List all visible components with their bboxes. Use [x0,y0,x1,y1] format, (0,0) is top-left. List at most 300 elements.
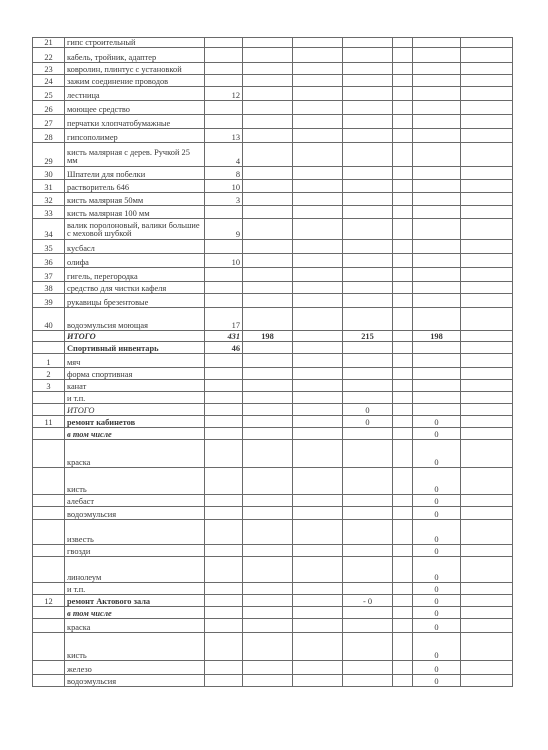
row-number: 25 [33,87,65,101]
value-cell-3 [343,268,393,282]
value-cell-5: 0 [413,507,461,520]
item-quantity: 10 [205,180,243,193]
value-cell-1 [243,219,293,240]
row-number: 26 [33,101,65,115]
value-cell-2 [293,633,343,661]
value-cell-6 [461,468,513,495]
value-cell-2 [293,368,343,380]
table-row [33,468,513,495]
table-row [33,428,513,440]
item-quantity [205,557,243,583]
value-cell-2 [293,354,343,368]
row-number: 27 [33,115,65,129]
row-number [33,557,65,583]
value-cell-6 [461,308,513,331]
value-cell-4 [393,557,413,583]
item-name: форма спортивная [65,368,205,380]
row-number [33,507,65,520]
value-cell-1 [243,167,293,180]
value-cell-2 [293,428,343,440]
table-row [33,520,513,545]
value-cell-2 [293,583,343,595]
item-name: моющее средство [65,101,205,115]
value-cell-6 [461,380,513,392]
item-quantity [205,75,243,87]
value-cell-4 [393,428,413,440]
budget-table [32,37,513,687]
value-cell-4 [393,416,413,428]
table-row [33,143,513,167]
row-number [33,440,65,468]
value-cell-2 [293,282,343,294]
row-number: 1 [33,354,65,368]
table-row [33,219,513,240]
item-name: ИТОГО [65,331,205,342]
value-cell-5 [413,143,461,167]
value-cell-4 [393,308,413,331]
item-name: линолеум [65,557,205,583]
item-quantity [205,240,243,254]
value-cell-6 [461,48,513,63]
value-cell-2 [293,520,343,545]
row-number: 33 [33,206,65,219]
item-quantity [205,380,243,392]
value-cell-2 [293,101,343,115]
table-row [33,254,513,268]
value-cell-3 [343,240,393,254]
value-cell-2 [293,380,343,392]
item-name: кисть [65,468,205,495]
item-quantity [205,633,243,661]
value-cell-3 [343,87,393,101]
value-cell-5: 0 [413,468,461,495]
value-cell-5 [413,342,461,354]
value-cell-5 [413,354,461,368]
value-cell-6 [461,392,513,404]
value-cell-5 [413,48,461,63]
table-row [33,619,513,633]
value-cell-1 [243,254,293,268]
item-quantity [205,404,243,416]
row-number [33,583,65,595]
value-cell-6 [461,661,513,675]
item-name: и т.п. [65,583,205,595]
value-cell-6 [461,368,513,380]
value-cell-1 [243,282,293,294]
value-cell-6 [461,206,513,219]
item-quantity [205,368,243,380]
item-quantity [205,101,243,115]
value-cell-2 [293,675,343,687]
item-name: мяч [65,354,205,368]
value-cell-3 [343,206,393,219]
value-cell-5: 198 [413,331,461,342]
value-cell-2 [293,206,343,219]
value-cell-2 [293,87,343,101]
value-cell-6 [461,331,513,342]
value-cell-4 [393,619,413,633]
value-cell-4 [393,520,413,545]
item-name: гипс строительный [65,38,205,48]
table-row [33,115,513,129]
value-cell-3 [343,129,393,143]
item-name: водоэмульсия [65,675,205,687]
item-quantity: 17 [205,308,243,331]
table-row [33,545,513,557]
value-cell-5 [413,380,461,392]
item-quantity: 46 [205,342,243,354]
value-cell-1 [243,294,293,308]
value-cell-5: 0 [413,675,461,687]
item-quantity [205,607,243,619]
value-cell-6 [461,180,513,193]
value-cell-2 [293,495,343,507]
row-number [33,661,65,675]
value-cell-3 [343,440,393,468]
table-row [33,48,513,63]
value-cell-1 [243,129,293,143]
value-cell-4 [393,545,413,557]
item-quantity: 4 [205,143,243,167]
row-number [33,468,65,495]
item-quantity [205,115,243,129]
value-cell-4 [393,101,413,115]
table-row [33,167,513,180]
item-name: кисть [65,633,205,661]
value-cell-3 [343,101,393,115]
value-cell-6 [461,507,513,520]
value-cell-6 [461,675,513,687]
value-cell-1 [243,416,293,428]
value-cell-2 [293,595,343,607]
item-name: валик поролоновый, валики большие с меховой шубкой [65,219,205,240]
value-cell-2 [293,619,343,633]
row-number [33,404,65,416]
value-cell-3 [343,428,393,440]
value-cell-3 [343,143,393,167]
value-cell-4 [393,206,413,219]
row-number: 2 [33,368,65,380]
value-cell-5: 0 [413,619,461,633]
value-cell-3 [343,180,393,193]
table-row [33,342,513,354]
value-cell-1 [243,520,293,545]
value-cell-6 [461,440,513,468]
item-quantity [205,48,243,63]
item-quantity [205,206,243,219]
item-quantity [205,354,243,368]
value-cell-5: 0 [413,661,461,675]
value-cell-3 [343,619,393,633]
value-cell-6 [461,428,513,440]
value-cell-5 [413,63,461,75]
value-cell-6 [461,545,513,557]
value-cell-5 [413,180,461,193]
item-name: средство для чистки кафеля [65,282,205,294]
value-cell-3 [343,368,393,380]
table-row [33,368,513,380]
row-number: 22 [33,48,65,63]
value-cell-2 [293,63,343,75]
row-number: 36 [33,254,65,268]
row-number: 12 [33,595,65,607]
value-cell-5 [413,254,461,268]
value-cell-1 [243,38,293,48]
item-name: и т.п. [65,392,205,404]
value-cell-1 [243,675,293,687]
value-cell-3: 0 [343,416,393,428]
item-quantity: 8 [205,167,243,180]
table-row [33,87,513,101]
value-cell-3 [343,557,393,583]
item-name: кусбасл [65,240,205,254]
item-name: ремонт Актового зала [65,595,205,607]
value-cell-1 [243,206,293,219]
value-cell-1 [243,633,293,661]
table-row [33,294,513,308]
value-cell-6 [461,607,513,619]
value-cell-3: 215 [343,331,393,342]
value-cell-5 [413,240,461,254]
value-cell-6 [461,495,513,507]
item-name: кисть малярная с дерев. Ручкой 25 мм [65,143,205,167]
item-name: Шпатели для побелки [65,167,205,180]
item-name: олифа [65,254,205,268]
item-quantity [205,294,243,308]
table-row [33,63,513,75]
value-cell-2 [293,38,343,48]
table-row [33,633,513,661]
value-cell-6 [461,87,513,101]
table-row [33,675,513,687]
value-cell-5 [413,167,461,180]
value-cell-6 [461,268,513,282]
value-cell-5: 0 [413,557,461,583]
row-number: 37 [33,268,65,282]
value-cell-2 [293,392,343,404]
value-cell-3 [343,380,393,392]
value-cell-4 [393,440,413,468]
value-cell-6 [461,404,513,416]
value-cell-2 [293,115,343,129]
table-row [33,392,513,404]
value-cell-1 [243,619,293,633]
value-cell-1 [243,63,293,75]
value-cell-4 [393,354,413,368]
value-cell-4 [393,87,413,101]
item-quantity [205,468,243,495]
value-cell-1 [243,545,293,557]
value-cell-1 [243,180,293,193]
value-cell-2 [293,268,343,282]
value-cell-6 [461,240,513,254]
value-cell-5 [413,38,461,48]
value-cell-4 [393,219,413,240]
value-cell-3 [343,468,393,495]
item-name: Спортивный инвентарь [65,342,205,354]
value-cell-2 [293,440,343,468]
value-cell-2 [293,240,343,254]
value-cell-5: 0 [413,520,461,545]
value-cell-4 [393,294,413,308]
item-name: в том числе [65,607,205,619]
value-cell-5: 0 [413,545,461,557]
item-name: рукавицы брезентовые [65,294,205,308]
item-quantity: 3 [205,193,243,206]
row-number: 32 [33,193,65,206]
value-cell-4 [393,63,413,75]
item-quantity [205,495,243,507]
value-cell-6 [461,254,513,268]
value-cell-2 [293,545,343,557]
value-cell-5 [413,294,461,308]
value-cell-1 [243,661,293,675]
row-number: 34 [33,219,65,240]
value-cell-1 [243,342,293,354]
value-cell-1 [243,75,293,87]
value-cell-1 [243,507,293,520]
value-cell-6 [461,520,513,545]
row-number [33,495,65,507]
value-cell-4 [393,331,413,342]
value-cell-2 [293,219,343,240]
value-cell-6 [461,143,513,167]
value-cell-4 [393,180,413,193]
table-row [33,583,513,595]
row-number: 40 [33,308,65,331]
table-row [33,331,513,342]
value-cell-4 [393,268,413,282]
value-cell-5: 0 [413,607,461,619]
item-quantity: 10 [205,254,243,268]
item-quantity: 431 [205,331,243,342]
item-quantity [205,416,243,428]
row-number: 28 [33,129,65,143]
value-cell-6 [461,167,513,180]
value-cell-1 [243,193,293,206]
item-quantity [205,282,243,294]
value-cell-4 [393,342,413,354]
item-quantity [205,63,243,75]
item-name: водоэмульсия [65,507,205,520]
value-cell-3 [343,354,393,368]
table-row [33,595,513,607]
value-cell-4 [393,282,413,294]
value-cell-5: 0 [413,595,461,607]
table-row [33,308,513,331]
value-cell-4 [393,129,413,143]
value-cell-4 [393,143,413,167]
item-quantity [205,661,243,675]
item-name: перчатки хлопчатобумажные [65,115,205,129]
value-cell-2 [293,416,343,428]
value-cell-5: 0 [413,583,461,595]
row-number: 24 [33,75,65,87]
value-cell-5 [413,282,461,294]
value-cell-5 [413,193,461,206]
value-cell-3 [343,282,393,294]
table-body [33,38,513,687]
value-cell-6 [461,129,513,143]
item-quantity [205,440,243,468]
value-cell-1 [243,240,293,254]
table-row [33,507,513,520]
item-quantity [205,428,243,440]
value-cell-3 [343,308,393,331]
value-cell-4 [393,167,413,180]
table-row [33,101,513,115]
value-cell-3: 0 [343,404,393,416]
table-row [33,661,513,675]
value-cell-5 [413,75,461,87]
value-cell-3 [343,675,393,687]
value-cell-2 [293,342,343,354]
value-cell-4 [393,254,413,268]
value-cell-1 [243,468,293,495]
row-number [33,331,65,342]
value-cell-2 [293,75,343,87]
value-cell-3 [343,63,393,75]
value-cell-4 [393,507,413,520]
table-row [33,282,513,294]
value-cell-5 [413,101,461,115]
value-cell-3 [343,342,393,354]
value-cell-4 [393,661,413,675]
value-cell-6 [461,193,513,206]
value-cell-2 [293,404,343,416]
table-row [33,240,513,254]
value-cell-3 [343,520,393,545]
item-name: известь [65,520,205,545]
value-cell-1 [243,607,293,619]
item-quantity [205,545,243,557]
value-cell-3 [343,48,393,63]
item-name: гвозди [65,545,205,557]
value-cell-6 [461,342,513,354]
row-number [33,607,65,619]
item-name: ковролин, плинтус с установкой [65,63,205,75]
value-cell-1 [243,495,293,507]
value-cell-3 [343,607,393,619]
item-quantity [205,619,243,633]
value-cell-6 [461,38,513,48]
item-name: зажим соединение проводов [65,75,205,87]
value-cell-3 [343,193,393,206]
value-cell-5 [413,268,461,282]
row-number: 3 [33,380,65,392]
value-cell-5 [413,219,461,240]
value-cell-5 [413,206,461,219]
value-cell-1 [243,143,293,167]
value-cell-4 [393,675,413,687]
table-row [33,268,513,282]
value-cell-4 [393,468,413,495]
item-quantity [205,583,243,595]
value-cell-1 [243,557,293,583]
row-number [33,428,65,440]
value-cell-4 [393,48,413,63]
value-cell-1 [243,428,293,440]
value-cell-3 [343,495,393,507]
value-cell-5 [413,392,461,404]
value-cell-2 [293,557,343,583]
value-cell-1 [243,368,293,380]
item-name: ИТОГО [65,404,205,416]
value-cell-4 [393,404,413,416]
value-cell-3: - 0 [343,595,393,607]
row-number: 39 [33,294,65,308]
item-name: растворитель 646 [65,180,205,193]
